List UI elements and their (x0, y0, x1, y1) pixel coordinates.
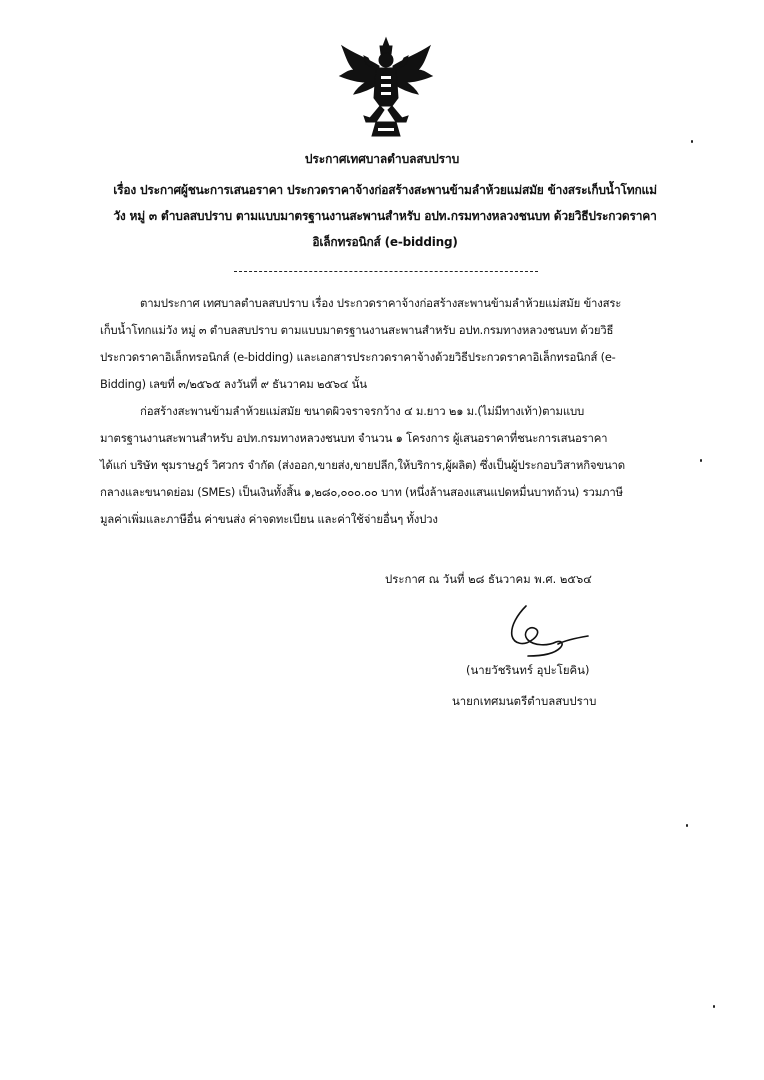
announcement-date: ประกาศ ณ วันที่ ๒๘ ธันวาคม พ.ศ. ๒๕๖๔ (385, 572, 592, 586)
scan-speck (691, 140, 693, 143)
subject-line: เรื่อง ประกาศผู้ชนะการเสนอราคา ประกวดราคาจ้างก่อสร้างสะพานข้ามลำห้วยแม่สมัย ข้างสระเก็บน้ำโทกแม่ (113, 183, 657, 197)
dashed-divider (234, 271, 538, 272)
paragraph-line: มูลค่าเพิ่มและภาษีอื่น ค่าขนส่ง ค่าจดทะเบียน และค่าใช้จ่ายอื่นๆ ทั้งปวง (100, 512, 438, 526)
paragraph-line: Bidding) เลขที่ ๓/๒๕๖๕ ลงวันที่ ๙ ธันวาคม ๒๕๖๔ นั้น (100, 377, 367, 391)
paragraph-reference (100, 290, 712, 398)
scan-speck (700, 459, 702, 462)
agency-heading: ประกาศเทศบาลตำบลสบปราบ (304, 152, 460, 166)
handwritten-signature (498, 600, 598, 660)
paragraph-line: เก็บน้ำโทกแม่วัง หมู่ ๓ ตำบลสบปราบ ตามแบบมาตรฐานงานสะพานสำหรับ อปท.กรมทางหลวงชนบท ด้วยวิธี (100, 323, 614, 337)
paragraph-line: ประกวดราคาอิเล็กทรอนิกส์ (e-bidding) และเอกสารประกวดราคาจ้างด้วยวิธีประกวดราคาอิเล็กทรอนิกส์ (e- (100, 350, 616, 364)
paragraph-line: มาตรฐานงานสะพานสำหรับ อปท.กรมทางหลวงชนบท จำนวน ๑ โครงการ ผู้เสนอราคาที่ชนะการเสนอราคา (100, 431, 608, 445)
paragraph-line: ตามประกาศ เทศบาลตำบลสบปราบ เรื่อง ประกวดราคาจ้างก่อสร้างสะพานข้ามลำห้วยแม่สมัย ข้างสระ (140, 296, 622, 310)
subject-line: วัง หมู่ ๓ ตำบลสบปราบ ตามแบบมาตรฐานงานสะพานสำหรับ อปท.กรมทางหลวงชนบท ด้วยวิธีประกวดราคา (113, 209, 657, 223)
scan-speck (686, 824, 688, 827)
paragraph-line: กลางและขนาดย่อม (SMEs) เป็นเงินทั้งสิ้น ๑,๒๘๐,๐๐๐.๐๐ บาท (หนึ่งล้านสองแสนแปดหมื่นบาทถ้วน) รวมภาษี (100, 485, 623, 499)
paragraph-line: ก่อสร้างสะพานข้ามลำห้วยแม่สมัย ขนาดผิวจราจรกว้าง ๔ ม.ยาว ๒๑ ม.(ไม่มีทางเท้า)ตามแบบ (140, 404, 585, 418)
signer-name: (นายวัชรินทร์ อุปะโยคิน) (466, 663, 590, 677)
paragraph-award (100, 398, 712, 533)
scan-speck (713, 1005, 715, 1008)
garuda-emblem-icon (336, 36, 436, 140)
paragraph-line: ได้แก่ บริษัท ชุมราษฎร์ วิศวกร จำกัด (ส่งออก,ขายส่ง,ขายปลีก,ให้บริการ,ผู้ผลิต) ซึ่งเป็นผู้ประกอบวิสาหกิจขนาด (100, 458, 625, 472)
subject-block (60, 177, 710, 255)
subject-line: อิเล็กทรอนิกส์ (e-bidding) (312, 235, 458, 249)
signer-position: นายกเทศมนตรีตำบลสบปราบ (452, 694, 597, 708)
